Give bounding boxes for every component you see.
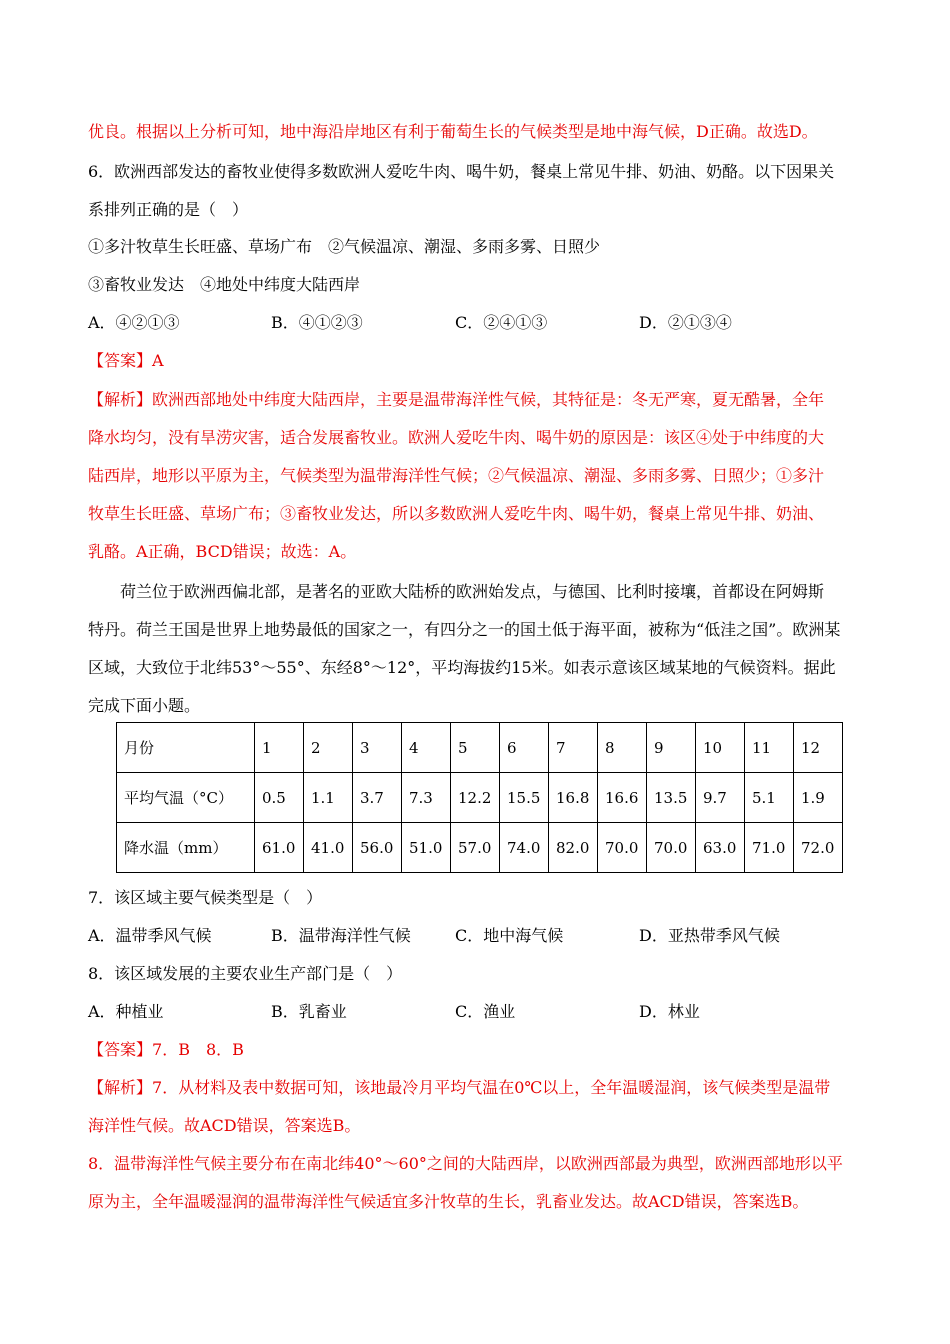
temperature-cell: 1.9 bbox=[794, 773, 843, 823]
climate-table bbox=[116, 722, 843, 873]
q7-analysis-line1 bbox=[88, 1078, 868, 1098]
q6-stem-line1: 6．欧洲西部发达的畜牧业使得多数欧洲人爱吃牛肉、喝牛奶，餐桌上常见牛排、奶油、奶酪。以下因果关 bbox=[88, 162, 835, 181]
q7-option-d: D．亚热带季风气候 bbox=[639, 926, 780, 945]
table-row-months bbox=[117, 723, 843, 773]
month-cell: 2 bbox=[304, 723, 353, 773]
precipitation-cell: 70.0 bbox=[598, 823, 647, 873]
q6-option-d: D．②①③④ bbox=[639, 313, 732, 332]
row-label-temperature: 平均气温（°C） bbox=[117, 773, 255, 823]
table-row-precipitation bbox=[117, 823, 843, 873]
q7-analysis-line2: 海洋性气候。故ACD错误，答案选B。 bbox=[88, 1116, 361, 1135]
precipitation-cell: 41.0 bbox=[304, 823, 353, 873]
table-row-temperature bbox=[117, 773, 843, 823]
answer-tag: 【答案】 bbox=[88, 1040, 153, 1059]
month-cell: 9 bbox=[647, 723, 696, 773]
q6-analysis-line1 bbox=[88, 390, 868, 410]
row-label-precipitation: 降水温（mm） bbox=[117, 823, 255, 873]
q8-option-d: D．林业 bbox=[639, 1002, 700, 1021]
material-line3: 区域，大致位于北纬53°～55°、东经8°～12°，平均海拔约15米。如表示意该区域某地的气候资料。据此 bbox=[88, 658, 836, 677]
temperature-cell: 9.7 bbox=[696, 773, 745, 823]
answer-tag: 【答案】 bbox=[88, 351, 153, 370]
precipitation-cell: 74.0 bbox=[500, 823, 549, 873]
month-cell: 11 bbox=[745, 723, 794, 773]
q78-answer bbox=[88, 1040, 868, 1060]
q6-stem-line2: 系排列正确的是（ ） bbox=[88, 200, 249, 219]
precipitation-cell: 51.0 bbox=[402, 823, 451, 873]
temperature-cell: 1.1 bbox=[304, 773, 353, 823]
analysis-tag: 【解析】 bbox=[88, 390, 153, 409]
q8-analysis-line1: 8．温带海洋性气候主要分布在南北纬40°～60°之间的大陆西岸，以欧洲西部最为典型，欧洲西部地形以平 bbox=[88, 1154, 843, 1173]
month-cell: 1 bbox=[255, 723, 304, 773]
q6-option-b: B．④①②③ bbox=[271, 313, 363, 332]
precipitation-cell: 70.0 bbox=[647, 823, 696, 873]
q8-stem: 8．该区域发展的主要农业生产部门是（ ） bbox=[88, 964, 403, 983]
precipitation-cell: 71.0 bbox=[745, 823, 794, 873]
temperature-cell: 16.6 bbox=[598, 773, 647, 823]
month-cell: 8 bbox=[598, 723, 647, 773]
q6-items-line1: ①多汁牧草生长旺盛、草场广布 ②气候温凉、潮湿、多雨多雾、日照少 bbox=[88, 237, 601, 256]
material-line2: 特丹。荷兰王国是世界上地势最低的国家之一，有四分之一的国土低于海平面，被称为“低洼之国”。欧洲某 bbox=[88, 620, 841, 639]
q6-analysis-line3: 陆西岸，地形以平原为主，气候类型为温带海洋性气候；②气候温凉、潮湿、多雨多雾、日照少；①多汁 bbox=[88, 466, 825, 485]
month-cell: 7 bbox=[549, 723, 598, 773]
q8-analysis-line2: 原为主，全年温暖湿润的温带海洋性气候适宜多汁牧草的生长，乳畜业发达。故ACD错误，答案选B。 bbox=[88, 1192, 809, 1211]
temperature-cell: 12.2 bbox=[451, 773, 500, 823]
previous-analysis-tail: 优良。根据以上分析可知，地中海沿岸地区有利于葡萄生长的气候类型是地中海气候，D正确。故选D。 bbox=[88, 122, 818, 141]
month-cell: 3 bbox=[353, 723, 402, 773]
precipitation-cell: 56.0 bbox=[353, 823, 402, 873]
temperature-cell: 5.1 bbox=[745, 773, 794, 823]
month-cell: 12 bbox=[794, 723, 843, 773]
month-cell: 6 bbox=[500, 723, 549, 773]
precipitation-cell: 57.0 bbox=[451, 823, 500, 873]
month-cell: 4 bbox=[402, 723, 451, 773]
q6-items-line2: ③畜牧业发达 ④地处中纬度大陆西岸 bbox=[88, 275, 361, 294]
q8-option-a: A．种植业 bbox=[88, 1002, 164, 1021]
precipitation-cell: 82.0 bbox=[549, 823, 598, 873]
temperature-cell: 3.7 bbox=[353, 773, 402, 823]
q6-analysis-line5: 乳酪。A正确，BCD错误；故选：A。 bbox=[88, 542, 357, 561]
q7-option-b: B．温带海洋性气候 bbox=[271, 926, 411, 945]
q7-stem: 7．该区域主要气候类型是（ ） bbox=[88, 888, 323, 907]
q6-answer bbox=[88, 351, 868, 371]
month-cell: 5 bbox=[451, 723, 500, 773]
q6-analysis-line2: 降水均匀，没有旱涝灾害，适合发展畜牧业。欧洲人爱吃牛肉、喝牛奶的原因是：该区④处于中纬度的大 bbox=[88, 428, 825, 447]
temperature-cell: 0.5 bbox=[255, 773, 304, 823]
q8-option-c: C．渔业 bbox=[455, 1002, 516, 1021]
q7-option-c: C．地中海气候 bbox=[455, 926, 564, 945]
row-label-month: 月份 bbox=[117, 723, 255, 773]
precipitation-cell: 72.0 bbox=[794, 823, 843, 873]
q8-option-b: B．乳畜业 bbox=[271, 1002, 347, 1021]
answer-value: 7．B 8．B bbox=[152, 1040, 244, 1059]
material-line1: 荷兰位于欧洲西偏北部，是著名的亚欧大陆桥的欧洲始发点，与德国、比利时接壤，首都设在阿姆斯 bbox=[120, 582, 825, 601]
q6-analysis-line4: 牧草生长旺盛、草场广布；③畜牧业发达，所以多数欧洲人爱吃牛肉、喝牛奶，餐桌上常见牛排、奶油、 bbox=[88, 504, 825, 523]
temperature-cell: 7.3 bbox=[402, 773, 451, 823]
precipitation-cell: 61.0 bbox=[255, 823, 304, 873]
month-cell: 10 bbox=[696, 723, 745, 773]
analysis-tag: 【解析】 bbox=[88, 1078, 153, 1097]
temperature-cell: 15.5 bbox=[500, 773, 549, 823]
q6-option-c: C．②④①③ bbox=[455, 313, 548, 332]
temperature-cell: 13.5 bbox=[647, 773, 696, 823]
analysis-text: 欧洲西部地处中纬度大陆西岸，主要是温带海洋性气候，其特征是：冬无严寒，夏无酷暑，全年 bbox=[152, 390, 825, 409]
temperature-cell: 16.8 bbox=[549, 773, 598, 823]
answer-value: A bbox=[152, 351, 164, 370]
analysis-text: 7．从材料及表中数据可知，该地最冷月平均气温在0℃以上，全年温暖湿润，该气候类型是温带 bbox=[152, 1078, 831, 1097]
q6-option-a: A．④②①③ bbox=[88, 313, 180, 332]
material-line4: 完成下面小题。 bbox=[88, 696, 201, 715]
q7-option-a: A．温带季风气候 bbox=[88, 926, 212, 945]
precipitation-cell: 63.0 bbox=[696, 823, 745, 873]
